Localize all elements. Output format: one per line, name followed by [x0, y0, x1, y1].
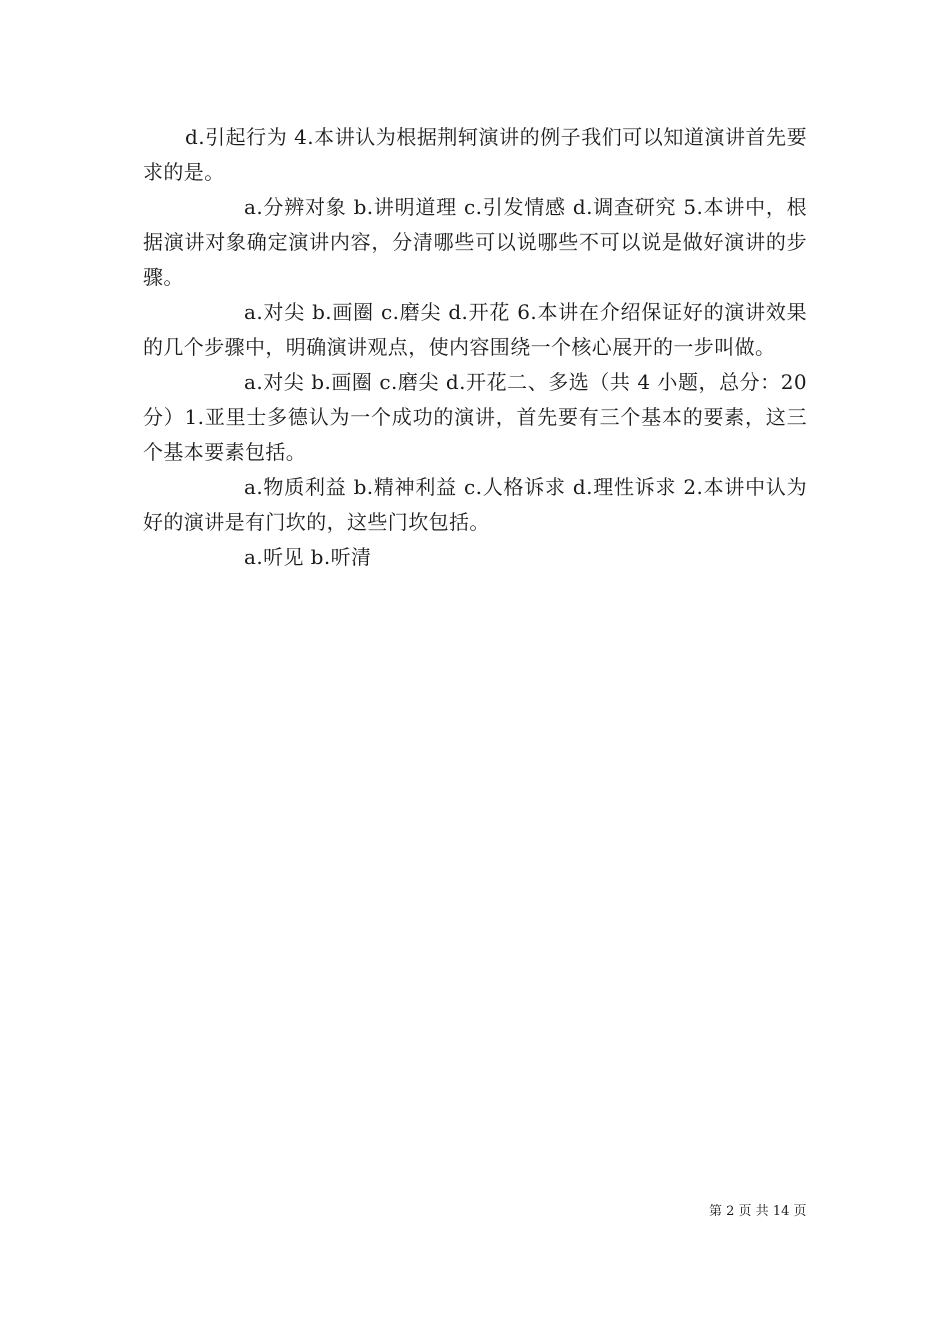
paragraph-multi-choice-2: a.物质利益 b.精神利益 c.人格诉求 d.理性诉求 2.本讲中认为好的演讲是有门坎的，这些门坎包括。	[143, 475, 807, 534]
page-number-footer: 第 2 页 共 14 页	[709, 1204, 807, 1219]
paragraph-question-6: a.对尖 b.画圈 c.磨尖 d.开花 6.本讲在介绍保证好的演讲效果的几个步骤中，明确演讲观点，使内容围绕一个核心展开的一步叫做。	[143, 300, 807, 359]
document-body	[143, 120, 807, 575]
paragraph-question-4: d.引起行为 4.本讲认为根据荆轲演讲的例子我们可以知道演讲首先要求的是。	[143, 125, 807, 184]
paragraph-multi-choice-1: a.对尖 b.画圈 c.磨尖 d.开花二、多选（共 4 小题，总分：20 分）1.亚里士多德认为一个成功的演讲，首先要有三个基本的要素，这三个基本要素包括。	[143, 370, 807, 464]
paragraph-options: a.听见 b.听清	[244, 545, 372, 569]
paragraph-question-5: a.分辨对象 b.讲明道理 c.引发情感 d.调查研究 5.本讲中，根据演讲对象确定演讲内容，分清哪些可以说哪些不可以说是做好演讲的步骤。	[143, 195, 807, 289]
